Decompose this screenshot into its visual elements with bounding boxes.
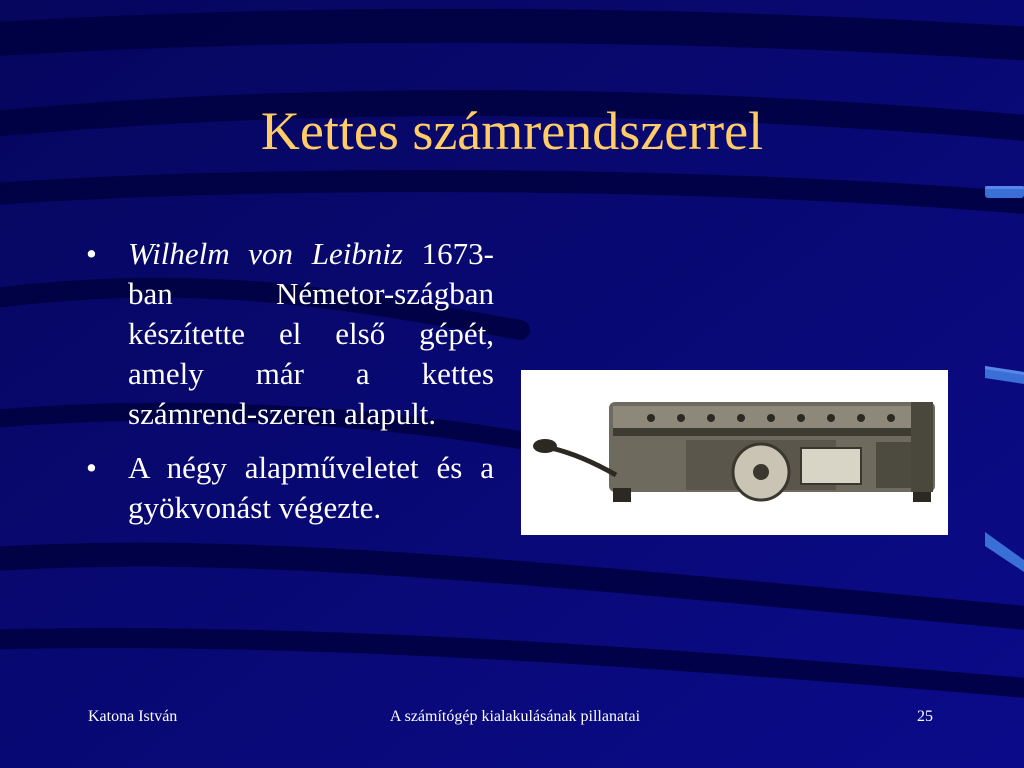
footer-author: Katona István (88, 708, 178, 725)
bullet-list (84, 234, 494, 542)
bullet-item (84, 234, 494, 434)
calculating-machine-photo (521, 370, 948, 535)
bullet-item (84, 448, 494, 528)
bullet-text: A négy alapműveletet és a gyökvonást végezte. (128, 450, 494, 525)
slide-title: Kettes számrendszerrel (260, 101, 764, 161)
bullet-text: 1673-ban Németor-szágban készítette el első gépét, amely már a kettes számrend-szeren alapult. (128, 236, 494, 431)
footer-page-number: 25 (917, 708, 933, 725)
leibniz-machine-icon (521, 370, 948, 535)
bullet-italic-name: Wilhelm von Leibniz (128, 236, 403, 271)
footer-subject: A számítógép kialakulásának pillanatai (389, 708, 641, 725)
